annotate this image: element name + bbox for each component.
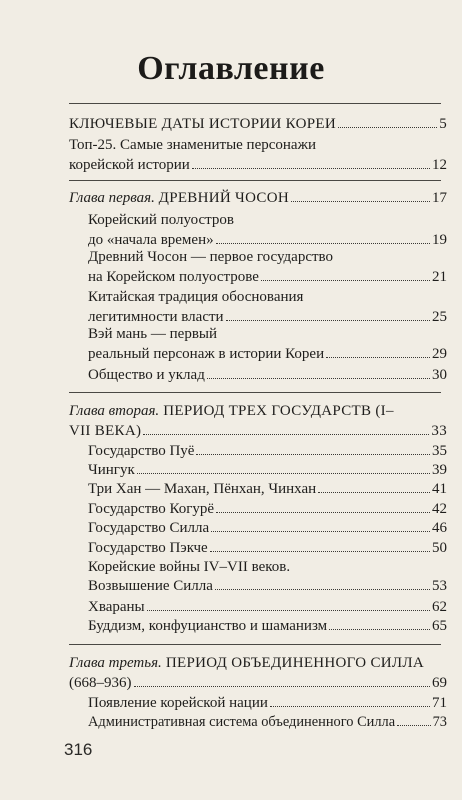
toc-item-text: Государство Пуё bbox=[88, 443, 195, 459]
toc-item-line1[interactable]: Древний Чосон — первое государство bbox=[88, 249, 334, 265]
toc-item-text: Административная система объединенного Силла bbox=[88, 714, 396, 730]
toc-page-number: 33 bbox=[431, 423, 447, 439]
chapter-label: Глава первая. bbox=[69, 190, 155, 206]
toc-page-number: 39 bbox=[432, 462, 447, 478]
toc-item-line1[interactable]: Корейский полуостров bbox=[88, 212, 234, 228]
toc-item[interactable] bbox=[88, 517, 447, 539]
leader-dots bbox=[291, 201, 430, 202]
toc-entry-text: КЛЮЧЕВЫЕ ДАТЫ ИСТОРИИ КОРЕИ bbox=[69, 116, 336, 132]
toc-page-number: 69 bbox=[432, 675, 447, 691]
toc-page-number: 19 bbox=[432, 232, 447, 248]
toc-entry-top25[interactable] bbox=[69, 154, 447, 176]
toc-item-line1[interactable]: Вэй мань — первый bbox=[88, 326, 218, 342]
toc-item-text: Возвышение Силла bbox=[88, 578, 213, 594]
toc-page-number: 42 bbox=[432, 501, 447, 517]
toc-item[interactable] bbox=[88, 711, 447, 733]
toc-item-text: Общество и уклад bbox=[88, 367, 205, 383]
toc-item-text: Буддизм, конфуцианство и шаманизм bbox=[88, 618, 328, 634]
leader-dots bbox=[226, 320, 430, 321]
toc-item-line1[interactable]: Китайская традиция обоснования bbox=[88, 289, 304, 305]
toc-item-line1[interactable]: Корейские войны IV–VII веков. bbox=[88, 559, 291, 575]
page-title: Оглавление bbox=[137, 50, 325, 87]
toc-page-number: 5 bbox=[439, 116, 447, 132]
leader-dots bbox=[216, 512, 430, 513]
chapter-title: ПЕРИОД ОБЪЕДИНЕННОГО СИЛЛА bbox=[165, 655, 424, 671]
leader-dots bbox=[338, 127, 437, 128]
chapter-3-heading-line1[interactable] bbox=[69, 652, 447, 674]
leader-dots bbox=[216, 243, 430, 244]
leader-dots bbox=[143, 434, 429, 435]
toc-item-text: Три Хан — Махан, Пёнхан, Чинхан bbox=[88, 481, 317, 497]
leader-dots bbox=[211, 531, 430, 532]
leader-dots bbox=[397, 725, 430, 726]
chapter-divider bbox=[69, 392, 441, 393]
toc-page-number: 30 bbox=[432, 367, 447, 383]
title-rule bbox=[69, 103, 441, 104]
leader-dots bbox=[318, 492, 430, 493]
leader-dots bbox=[270, 706, 430, 707]
toc-item[interactable] bbox=[88, 615, 447, 637]
leader-dots bbox=[134, 686, 431, 687]
toc-page-number: 41 bbox=[432, 481, 447, 497]
chapter-divider bbox=[69, 180, 441, 181]
toc-page-number: 29 bbox=[432, 346, 447, 362]
toc-item-text: Государство Когурё bbox=[88, 501, 215, 517]
toc-item-text: легитимности власти bbox=[88, 309, 224, 325]
toc-item[interactable] bbox=[88, 364, 447, 386]
leader-dots bbox=[329, 629, 430, 630]
toc-item[interactable] bbox=[88, 478, 447, 500]
toc-item-text: на Корейском полуострове bbox=[88, 269, 259, 285]
chapter-title: ПЕРИОД ТРЕХ ГОСУДАРСТВ (I– bbox=[163, 403, 394, 419]
toc-page-number: 35 bbox=[432, 443, 447, 459]
toc-item-text: реальный персонаж в истории Кореи bbox=[88, 346, 325, 362]
toc-page-number: 62 bbox=[432, 599, 447, 615]
toc-page-number: 50 bbox=[432, 540, 447, 556]
toc-page-number: 17 bbox=[432, 190, 447, 206]
leader-dots bbox=[207, 378, 430, 379]
leader-dots bbox=[210, 551, 430, 552]
toc-page-number: 25 bbox=[432, 309, 447, 325]
toc-item-text: Государство Пэкче bbox=[88, 540, 208, 556]
chapter-1-heading[interactable] bbox=[69, 187, 447, 209]
toc-item[interactable] bbox=[88, 343, 447, 365]
leader-dots bbox=[261, 280, 430, 281]
toc-page-number: 21 bbox=[432, 269, 447, 285]
chapter-divider bbox=[69, 644, 441, 645]
chapter-2-heading[interactable] bbox=[69, 420, 447, 442]
page-number: 316 bbox=[64, 740, 93, 759]
chapter-title: VII ВЕКА) bbox=[69, 423, 142, 439]
toc-entry-key-dates[interactable] bbox=[69, 113, 447, 135]
chapter-3-heading[interactable] bbox=[69, 672, 447, 694]
toc-entry-text: корейской истории bbox=[69, 157, 190, 173]
toc-page-number: 65 bbox=[432, 618, 447, 634]
toc-item-text: Появление корейской нации bbox=[88, 695, 268, 711]
toc-entry-top25-line1[interactable]: Топ-25. Самые знаменитые персонажи bbox=[69, 137, 316, 153]
toc-item[interactable] bbox=[88, 575, 447, 597]
leader-dots bbox=[326, 357, 430, 358]
toc-page-number: 12 bbox=[432, 157, 447, 173]
toc-item-text: Государство Силла bbox=[88, 520, 210, 536]
toc-page-number: 71 bbox=[432, 695, 447, 711]
toc-item-text: Хвараны bbox=[88, 599, 145, 615]
leader-dots bbox=[147, 610, 430, 611]
leader-dots bbox=[196, 454, 430, 455]
toc-page-number: 46 bbox=[432, 520, 447, 536]
toc-item-text: Чингук bbox=[88, 462, 135, 478]
toc-page-number: 53 bbox=[432, 578, 447, 594]
chapter-title: (668–936) bbox=[69, 675, 132, 691]
leader-dots bbox=[137, 473, 430, 474]
chapter-label: Глава третья. bbox=[69, 655, 162, 671]
leader-dots bbox=[215, 589, 430, 590]
leader-dots bbox=[192, 168, 430, 169]
toc-item[interactable] bbox=[88, 266, 447, 288]
chapter-2-heading-line1[interactable] bbox=[69, 400, 447, 422]
toc-item-text: до «начала времен» bbox=[88, 232, 214, 248]
chapter-label: Глава вторая. bbox=[69, 403, 160, 419]
toc-page-number: 73 bbox=[432, 714, 447, 730]
chapter-title: ДРЕВНИЙ ЧОСОН bbox=[158, 190, 289, 206]
